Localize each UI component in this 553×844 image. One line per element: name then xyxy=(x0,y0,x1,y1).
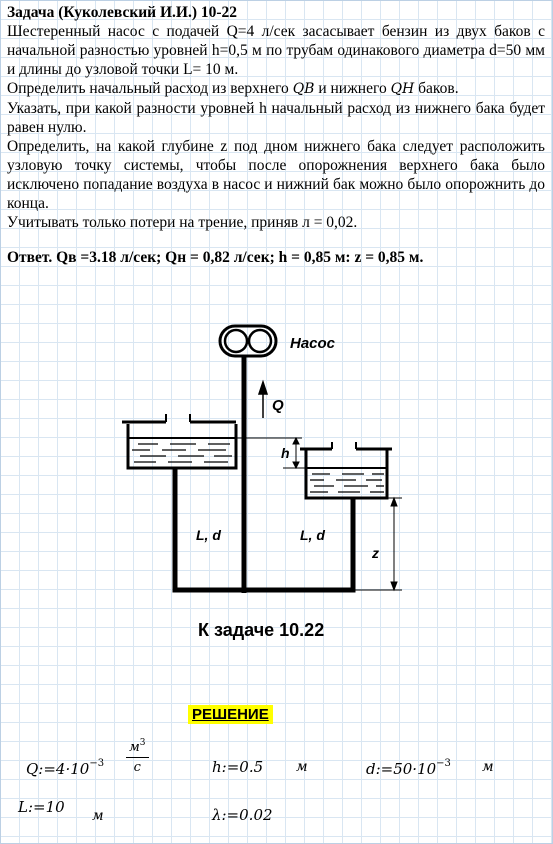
h-definition: h:=0.5 xyxy=(212,758,264,776)
para2-prefix: Определить начальный расход из верхнего xyxy=(7,80,289,97)
answer: Ответ. Qв =3.18 л/сек; Qн = 0,82 л/сек; h = 0,85 м: z = 0,85 м. xyxy=(7,249,424,266)
problem-text xyxy=(7,3,545,267)
problem-title: Задача (Куколевский И.И.) 10-22 xyxy=(7,4,238,21)
h-label: h xyxy=(281,445,290,461)
para2-suffix: баков. xyxy=(418,80,459,97)
problem-paragraph-3: Указать, при какой разности уровней h начальный расход из нижнего бака будет равен нулю. xyxy=(7,100,545,136)
lower-tank-liquid xyxy=(306,468,387,492)
para2-middle: и нижнего xyxy=(318,80,387,97)
figure-caption: К задаче 10.22 xyxy=(198,620,325,640)
problem-paragraph-4: Определить, на какой глубине z под дном нижнего бака следует расположить узловую точку системы, чтобы после опорожнения верхнего бака было исключено попадание воздуха в насос и нижний бак можно было опорожнить до конца. xyxy=(7,138,545,212)
pump-label: Насос xyxy=(290,335,336,352)
flow-label: Q xyxy=(272,397,284,414)
l-unit: м xyxy=(92,808,104,824)
solution-title: РЕШЕНИЕ xyxy=(188,705,273,724)
l-definition: L:=10 xyxy=(18,798,65,816)
upper-tank-liquid xyxy=(128,438,236,462)
problem-paragraph-1: Шестеренный насос с подачей Q=4 л/сек засасывает бензин из двух баков с начальной разностью уровней h=0,5 м по трубам одинакового диаметра d=50 мм и длины до узловой точки L= 10 м. xyxy=(7,23,545,78)
q-unit: $м^3$ с xyxy=(126,738,149,775)
problem-paragraph-2 xyxy=(7,79,545,99)
qh-symbol: QH xyxy=(390,81,415,97)
flow-arrow xyxy=(259,382,267,418)
lambda-definition: λ:=0.02 xyxy=(212,806,273,824)
right-pipe-label: L, d xyxy=(300,527,325,543)
d-unit: м xyxy=(482,759,494,775)
pump-gear-left xyxy=(225,330,247,352)
z-dimension xyxy=(353,498,402,590)
right-pipe xyxy=(244,498,353,590)
qb-symbol: QB xyxy=(292,81,315,97)
left-pipe-label: L, d xyxy=(196,527,221,543)
problem-paragraph-5: Учитывать только потери на трение, приняв л = 0,02. xyxy=(7,214,358,231)
q-definition: $Q:=4\cdot 10^{-3}$ xyxy=(26,758,105,778)
z-label: z xyxy=(372,545,379,561)
d-definition: $d:=50\cdot 10^{-3}$ xyxy=(366,758,451,778)
h-unit: м xyxy=(296,759,308,775)
pump-gear-right xyxy=(249,330,271,352)
pump-tank-diagram xyxy=(0,318,553,618)
